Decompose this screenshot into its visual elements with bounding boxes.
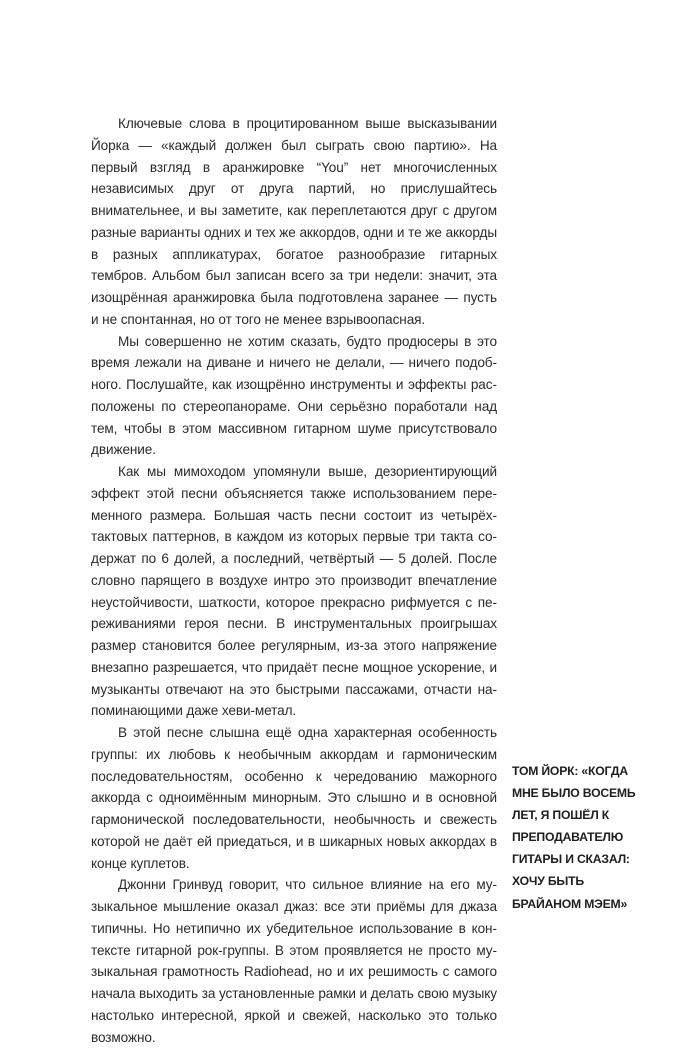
sidebar-pull-quote: ТОМ ЙОРК: «КОГДА МНЕ БЫЛО ВОСЕМЬ ЛЕТ, Я ПОШЁЛ К ПРЕПОДАВАТЕЛЮ ГИТАРЫ И СКАЗАЛ: ХОЧУ БЫТЬ БРАЙАНОМ МЭЕМ» <box>512 764 636 911</box>
main-text-column <box>91 113 497 1048</box>
paragraph-1: Ключевые слова в процитированном выше высказывании Йорка — «каждый должен был сыграть свою партию». На первый взгляд в аранжировке “You” нет многочисленных независимых друг от друга партий, но прислушайтесь внимательнее, и вы заметите, как переплетаются друг с другом разные варианты одних и тех же аккордов, одни и те же аккорды в разных аппликатурах, богатое разнообразие гитарных тембров. Альбом был записан всего за три недели: значит, эта изощрённая аранжировка была подготовлена заранее — пусть и не спонтанная, но от того не менее взрывоопасная. <box>91 116 497 327</box>
paragraph-3: Как мы мимоходом упомянули выше, дезориентирующий эффект этой песни объясняется также использованием переменного размера. Большая часть песни состоит из четырёхтактовых паттернов, в каждом из которых первые три такта содержат по 6 долей, а последний, четвёртый — 5 долей. После словно парящего в воздухе интро это производит впечатление неустойчивости, шаткости, которое прекрасно рифмуется с переживаниями героя песни. В инструментальных проигрышах размер становится более регулярным, из-за этого напряжение внезапно разрешается, что придаёт песне мощное ускорение, и музыканты отвечают на это быстрыми пассажами, отчасти напоминающими даже хеви-метал. <box>91 464 497 719</box>
paragraph-4: В этой песне слышна ещё одна характерная особенность группы: их любовь к необычным аккордам и гармоническим последовательностям, особенно к чередованию мажорного аккорда с одноимённым минорным. Это слышно и в основной гармонической последовательности, необычность и свежесть которой не даёт ей приедаться, и в шикарных новых аккордах в конце куплетов. <box>91 725 497 871</box>
paragraph-5: Джонни Гринвуд говорит, что сильное влияние на его музыкальное мышление оказал джаз: все эти приёмы для джаза типичны. Но нетипично их убедительное использование в контексте гитарной рок-группы. В этом проявляется не просто музыкальная грамотность Radiohead, но и их решимость с самого начала выходить за установленные рамки и делать свою музыку настолько интересной, яркой и свежей, насколько это только возможно. <box>91 877 497 1045</box>
paragraph-2: Мы совершенно не хотим сказать, будто продюсеры в это время лежали на диване и ничего не делали, — ничего подобного. Послушайте, как изощрённо инструменты и эффекты расположены по стереопанораме. Они серьёзно поработали над тем, чтобы в этом массивном гитарном шуме присутствовало движение. <box>91 333 497 458</box>
